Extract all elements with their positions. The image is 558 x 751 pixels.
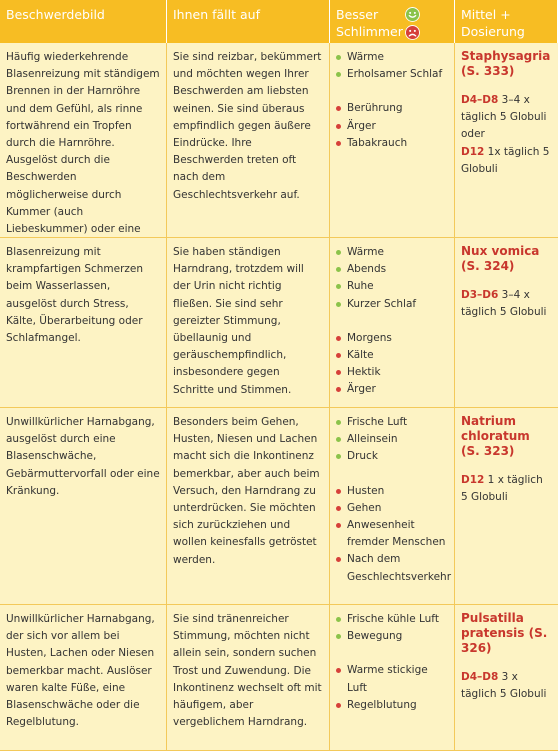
potency: D4–D8	[461, 94, 499, 106]
better-item: Frische kühle Luft	[335, 611, 448, 628]
worse-item: Gehen	[335, 500, 448, 517]
dosage-text: 3 x täglich 5 Globuli	[461, 671, 547, 701]
noticed-text: Sie sind reizbar, bekümmert und möchten wegen Ihrer Beschwerden am liebsten weinen. Sie sind überaus empfindlich gegen äußere Eindrücke. Ihre Beschwerden treten oft nach dem Geschlechtsverkehr auf.	[173, 51, 322, 201]
header-complaint	[0, 0, 167, 43]
better-list	[335, 414, 448, 466]
remedy-name: Natrium chloratum (S. 323)	[461, 414, 530, 458]
worse-list	[335, 100, 448, 152]
worse-item: Anwesenheit fremder Menschen	[335, 517, 448, 551]
noticed-cell	[167, 605, 330, 751]
worse-item: Berührung	[335, 100, 448, 117]
worse-item: Hektik	[335, 364, 448, 381]
frowning-face-icon	[405, 25, 420, 40]
complaint-text: Häufig wiederkehrende Blasenreizung mit ständigem Brennen in der Harnröhre und dem Gefühl, als rinne fortwährend ein Tropfen durch die Harnröhre. Ausgelöst durch die Beschwerden möglicherweise durch Kummer (auch Liebeskummer) oder eine	[6, 51, 160, 236]
dosage	[461, 287, 552, 321]
better-item: Frische Luft	[335, 414, 448, 431]
remedy-name: Nux vomica (S. 324)	[461, 244, 540, 273]
noticed-text: Sie sind tränenreicher Stimmung, möchten nicht allein sein, sondern suchen Trost und Zuwendung. Die Inkontinenz wechselt oft mit häufigem, aber vergeblichem Harndrang.	[173, 613, 322, 729]
remedy-cell	[455, 408, 558, 605]
better-item: Bewegung	[335, 628, 448, 645]
header-remedy-label: Mittel +	[461, 7, 511, 22]
better-item: Abends	[335, 261, 448, 278]
potency: D4–D8	[461, 671, 499, 683]
dosage-text: 3–4 x täglich 5 Globuli	[461, 94, 547, 124]
smiley-face-icon	[405, 7, 420, 22]
noticed-text: Sie haben ständigen Harndrang, trotzdem will der Urin nicht richtig fließen. Sie sind sehr gereizter Stimmung, übellaunig und geräuschempfindlich, insbesondere gegen Schritte und Stimmen.	[173, 246, 304, 396]
modalities-cell	[330, 43, 455, 238]
worse-list	[335, 662, 448, 714]
modalities-cell	[330, 238, 455, 408]
remedy-name: Pulsatilla pratensis (S. 326)	[461, 611, 548, 655]
worse-item: Ärger	[335, 381, 448, 398]
header-dosage-label: Dosierung	[461, 24, 525, 39]
potency: D3–D6	[461, 289, 499, 301]
complaint-cell	[0, 43, 167, 238]
header-worse-label: Schlimmer	[336, 24, 403, 39]
modalities-cell	[330, 408, 455, 605]
worse-item: Morgens	[335, 330, 448, 347]
modalities-cell	[330, 605, 455, 751]
dosage-or: oder	[461, 128, 485, 141]
header-faces	[405, 7, 420, 40]
complaint-cell	[0, 408, 167, 605]
better-item: Alleinsein	[335, 431, 448, 448]
worse-list	[335, 483, 452, 586]
worse-item: Warme stickige Luft	[335, 662, 448, 696]
remedy-cell	[455, 605, 558, 751]
header-modalities	[330, 0, 455, 43]
worse-item: Tabakrauch	[335, 135, 448, 152]
remedy-name: Staphysagria (S. 333)	[461, 49, 551, 78]
noticed-cell	[167, 43, 330, 238]
worse-item: Nach dem Geschlechtsverkehr	[335, 551, 448, 585]
dosage	[461, 472, 552, 506]
header-remedy	[455, 0, 558, 43]
header-complaint-label: Beschwerdebild	[6, 7, 105, 22]
dosage-text: 1 x täglich 5 Globuli	[461, 474, 543, 504]
complaint-text: Unwillkürlicher Harnabgang, der sich vor allem bei Husten, Lachen oder Niesen bemerkbar macht. Auslöser waren kalte Füße, eine Blasenschwäche oder die Regelblutung.	[6, 613, 155, 729]
header-noticed-label: Ihnen fällt auf	[173, 7, 260, 22]
better-item: Druck	[335, 448, 448, 465]
noticed-cell	[167, 238, 330, 408]
potency: D12	[461, 145, 485, 158]
worse-item: Kälte	[335, 347, 448, 364]
better-list	[335, 611, 448, 645]
complaint-cell	[0, 605, 167, 751]
better-list	[335, 244, 448, 313]
worse-item: Regelblutung	[335, 697, 448, 714]
remedy-cell	[455, 238, 558, 408]
dosage-text: 1x täglich 5 Globuli	[461, 145, 550, 175]
better-item: Erholsamer Schlaf	[335, 66, 448, 83]
remedy-cell	[455, 43, 558, 238]
complaint-text: Blasenreizung mit krampfartigen Schmerzen beim Wasserlassen, ausgelöst durch Stress, Kälte, Überarbeitung oder Schlafmangel.	[6, 246, 144, 345]
noticed-text: Besonders beim Gehen, Husten, Niesen und Lachen macht sich die Inkontinenz bemerkbar, aber auch beim Versuch, den Harndrang zu unterdrücken. Sie möchten sich zurückziehen und wollen keinesfalls getröstet werden.	[173, 416, 320, 566]
dosage	[461, 669, 552, 703]
header-noticed	[167, 0, 330, 43]
worse-item: Ärger	[335, 118, 448, 135]
dosage	[461, 92, 552, 178]
better-item: Ruhe	[335, 278, 448, 295]
potency: D12	[461, 474, 485, 486]
worse-item: Husten	[335, 483, 448, 500]
complaint-cell	[0, 238, 167, 408]
better-list	[335, 49, 448, 83]
noticed-cell	[167, 408, 330, 605]
worse-list	[335, 330, 448, 399]
dosage-text: 3–4 x täglich 5 Globuli	[461, 289, 547, 319]
header-better-label: Besser	[336, 7, 379, 22]
better-item: Wärme	[335, 49, 448, 66]
better-item: Kurzer Schlaf	[335, 296, 448, 313]
complaint-text: Unwillkürlicher Harnabgang, ausgelöst durch eine Blasenschwäche, Gebärmuttervorfall oder eine Kränkung.	[6, 416, 160, 497]
better-item: Wärme	[335, 244, 448, 261]
